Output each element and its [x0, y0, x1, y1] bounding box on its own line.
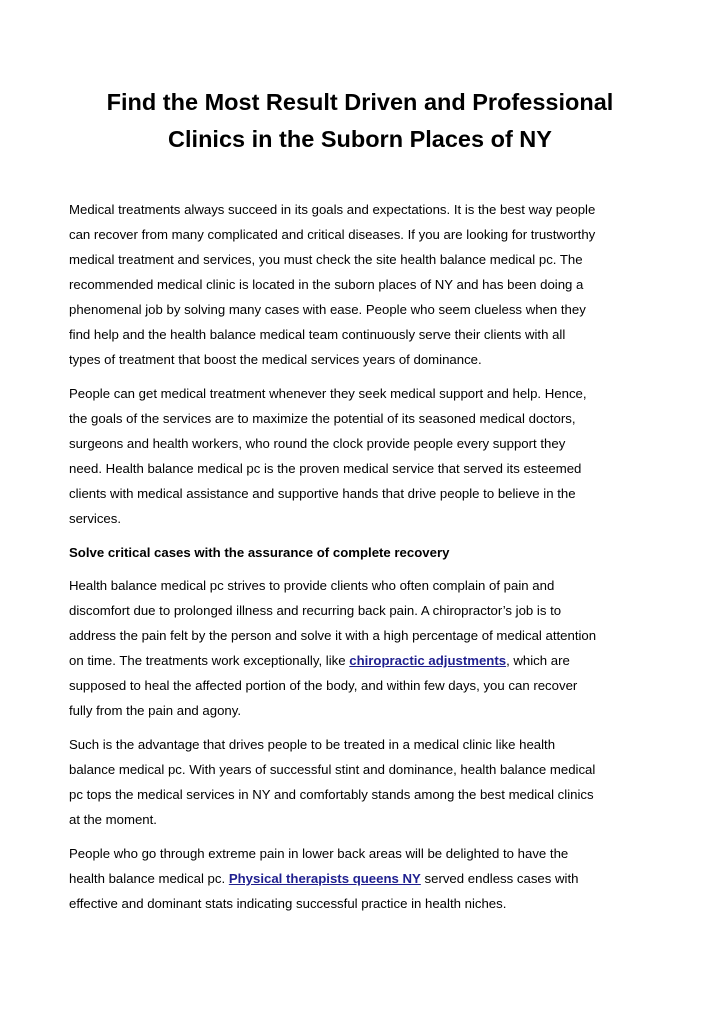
- text-line: can recover from many complicated and critical diseases. If you are looking for trustworthy: [69, 227, 596, 242]
- text-line: pc tops the medical services in NY and comfortably stands among the best medical clinics: [69, 787, 594, 802]
- text-line: clients with medical assistance and supportive hands that drive people to believe in the: [69, 486, 576, 501]
- text-line-with-link: [69, 866, 654, 891]
- paragraph-back-pain: [69, 841, 654, 916]
- text-line: supposed to heal the affected portion of the body, and within few days, you can recover: [69, 678, 578, 693]
- text-line: surgeons and health workers, who round the clock provide people every support they: [69, 436, 566, 451]
- text-line-with-link: [69, 648, 654, 673]
- text-line: effective and dominant stats indicating successful practice in health niches.: [69, 896, 507, 911]
- text-line: find help and the health balance medical team continuously serve their clients with all: [69, 327, 566, 342]
- text-line: recommended medical clinic is located in the suborn places of NY and has been doing a: [69, 277, 584, 292]
- text-fragment: served endless cases with: [420, 871, 579, 886]
- text-line: discomfort due to prolonged illness and recurring back pain. A chiropractor’s job is to: [69, 603, 562, 618]
- title-line-2: Clinics in the Suborn Places of NY: [168, 126, 552, 152]
- section-heading: Solve critical cases with the assurance of complete recovery: [69, 545, 450, 560]
- text-line: balance medical pc. With years of successful stint and dominance, health balance medical: [69, 762, 596, 777]
- page-title: [40, 84, 680, 158]
- text-line: phenomenal job by solving many cases with ease. People who seem clueless when they: [69, 302, 586, 317]
- text-line: address the pain felt by the person and solve it with a high percentage of medical attention: [69, 628, 597, 643]
- text-line: fully from the pain and agony.: [69, 703, 242, 718]
- title-line-1: Find the Most Result Driven and Professional: [106, 89, 614, 115]
- article-body: [69, 197, 654, 925]
- paragraph-advantage: [69, 732, 654, 832]
- chiropractic-adjustments-link[interactable]: chiropractic adjustments: [349, 653, 507, 668]
- paragraph-chiropractic: [69, 573, 654, 723]
- text-line: need. Health balance medical pc is the proven medical service that served its esteemed: [69, 461, 582, 476]
- text-fragment: , which are: [506, 653, 570, 668]
- physical-therapists-queens-link[interactable]: Physical therapists queens NY: [228, 871, 421, 886]
- text-line: Medical treatments always succeed in its goals and expectations. It is the best way people: [69, 202, 596, 217]
- text-line: Health balance medical pc strives to provide clients who often complain of pain and: [69, 578, 555, 593]
- text-line: types of treatment that boost the medical services years of dominance.: [69, 352, 482, 367]
- text-fragment: on time. The treatments work exceptionally, like: [69, 653, 350, 668]
- text-line: at the moment.: [69, 812, 157, 827]
- text-line: People who go through extreme pain in lower back areas will be delighted to have the: [69, 846, 569, 861]
- text-line: Such is the advantage that drives people to be treated in a medical clinic like health: [69, 737, 556, 752]
- text-fragment: health balance medical pc.: [69, 871, 229, 886]
- paragraph-intro: [69, 197, 654, 372]
- text-line: the goals of the services are to maximize the potential of its seasoned medical doctors,: [69, 411, 576, 426]
- paragraph-services: [69, 381, 654, 531]
- text-line: medical treatment and services, you must check the site health balance medical pc. The: [69, 252, 583, 267]
- text-line: People can get medical treatment whenever they seek medical support and help. Hence,: [69, 386, 587, 401]
- text-line: services.: [69, 511, 122, 526]
